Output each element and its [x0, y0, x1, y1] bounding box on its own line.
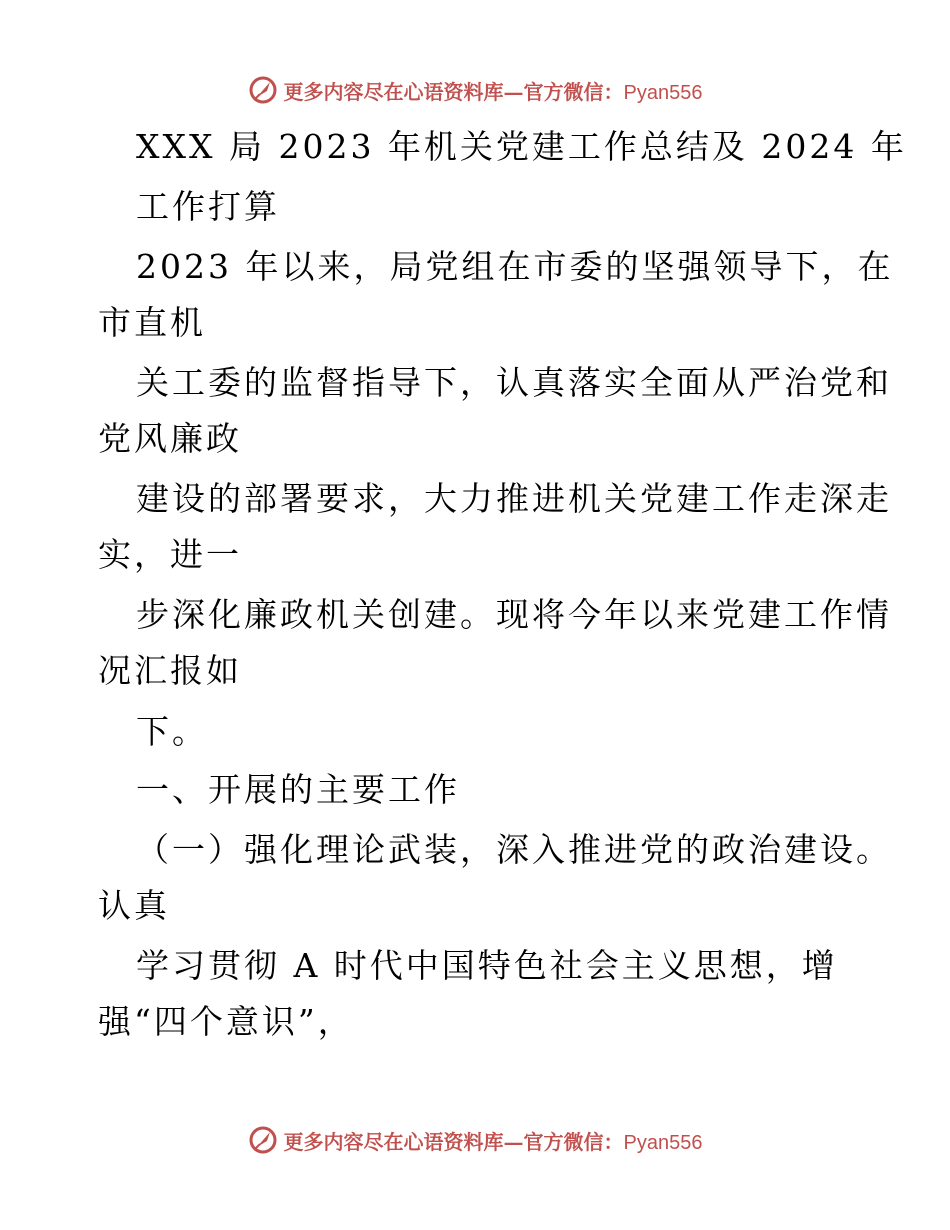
paragraph-line: 况汇报如 [98, 651, 242, 690]
paragraph-line: 强“四个意识”， [98, 1002, 354, 1041]
quill-logo-icon [248, 1125, 278, 1155]
paragraph-line: 实，进一 [98, 535, 242, 574]
paragraph-line: 下。 [136, 712, 208, 751]
paragraph-line: 党风廉政 [98, 419, 242, 458]
paragraph-line: 2023 年以来，局党组在市委的坚强领导下，在 [136, 247, 894, 286]
watermark-text: 更多内容尽在心语资料库—官方微信：Pyan556 [283, 1129, 703, 1154]
paragraph-line: 建设的部署要求，大力推进机关党建工作走深走 [136, 479, 892, 518]
section-heading: 一、开展的主要工作 [136, 770, 460, 809]
document-title-line-1: XXX 局 2023 年机关党建工作总结及 2024 年 [136, 127, 907, 166]
paragraph-line: 步深化廉政机关创建。现将今年以来党建工作情 [136, 595, 892, 634]
document-title-line-2: 工作打算 [136, 187, 280, 226]
paragraph-line: 市直机 [98, 303, 206, 342]
paragraph-line: 关工委的监督指导下，认真落实全面从严治党和 [136, 363, 892, 402]
paragraph-line: 认真 [98, 886, 170, 925]
footer-watermark-banner [0, 1120, 950, 1160]
wechat-handle: Pyan556 [623, 1131, 703, 1154]
watermark-text: 更多内容尽在心语资料库—官方微信：Pyan556 [283, 79, 703, 104]
subsection-heading: （一）强化理论武装，深入推进党的政治建设。 [136, 830, 892, 869]
paragraph-line: 学习贯彻 A 时代中国特色社会主义思想，增 [136, 946, 838, 985]
wechat-handle: Pyan556 [623, 81, 703, 104]
